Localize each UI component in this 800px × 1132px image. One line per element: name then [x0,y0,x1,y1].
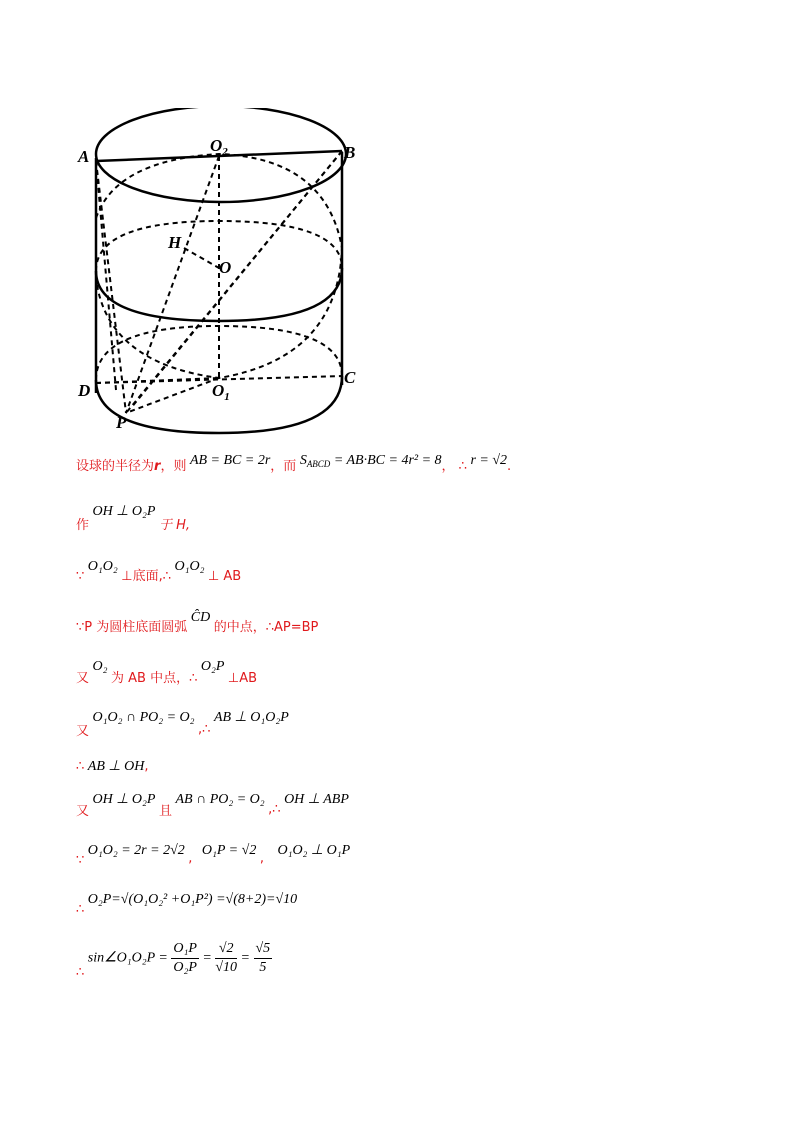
line1-and: ，而 [270,459,297,474]
solution-line-9 [76,842,800,868]
line9-text1: ∵ [76,853,85,868]
label-A: A [78,147,90,166]
line4-text1: ∵P 为圆柱底面圆弧 [76,620,188,635]
line1-therefore: ， ∴ [441,459,467,474]
solution-line-6 [76,706,800,739]
line1-prefix: 设球的半径为 [76,459,155,474]
line-B-D [131,151,342,408]
line8-expr2: AB ∩ PO₂ = O₂ [175,792,265,807]
line8-expr1: OH ⊥ O₂P [92,792,156,807]
solution-line-11: ∴ sin∠O₁O₂P = $\frac{\text{O₁P}}{\text{O₂P}}$ = $\frac{√2}{√10}$ = $\frac{√5}{5}$ [76,941,271,980]
solution-line-8 [76,788,800,819]
line1-end: . [507,459,512,474]
label-O1: $O_1$ [212,381,230,403]
line-H-O [184,248,219,268]
cylinder-sphere-figure [76,108,376,438]
line3-expr2: O₁O₂ [174,559,205,574]
fraction-1: $\frac{\text{O₁P}}{\text{O₂P}}$ [173,941,197,975]
line7-text1: ∴ [76,759,85,774]
line6-text2: ,∴ [198,722,211,737]
solution-line-10 [76,892,800,917]
line11-text1: ∴ [76,964,85,980]
line4-text2: 的中点，∴AP=BP [213,620,319,635]
line8-text3: ,∴ [268,802,281,817]
line1-then: ，则 [160,459,187,474]
line-O2-P [126,156,219,413]
label-O2: $O_2$ [210,136,228,158]
line1-eq2: $S_{ABCD} = AB\cdot BC = 4r^2 = 8$ [299,453,442,469]
line3-text1: ⊥底面,∴ [121,569,171,584]
line6-expr2: AB ⊥ O₁O₂P [213,710,289,725]
fraction-3: $\frac{√5}{5}$ [255,941,271,975]
line9-sep2: , [259,851,264,866]
line8-text1: 又 [76,804,90,819]
line7-text2: , [144,759,149,774]
line3-expr1: O₁O₂ [87,559,118,574]
line1-r: r [154,459,161,474]
label-B: B [344,143,356,162]
line2-prefix: 作 [76,518,90,533]
line9-expr3: O₁O₂ ⊥ O₁P [277,843,351,858]
solution-line-7 [76,758,800,775]
line-A-C [96,161,116,390]
line10-expr: O₂P=√(O₁O₂² +O₁P²) =√(8+2)=√10 [87,892,298,907]
fraction-2: $\frac{√2}{√10}$ [215,941,238,975]
line3-text2: ⊥ AB [207,569,242,584]
line3-because: ∵ [76,569,85,584]
label-D: D [78,381,91,400]
line5-expr1: O₂ [92,659,108,674]
line4-arc: ĈD [190,610,211,625]
line5-expr2: O₂P [200,659,225,674]
line6-expr1: O₁O₂ ∩ PO₂ = O₂ [92,710,195,725]
line1-eq1: AB = BC = 2r [189,453,271,468]
solution-line-1 [76,455,800,475]
line1-eq3: r = √2 [470,453,508,468]
label-O: O [219,258,232,277]
line5-text3: ⊥AB [227,671,258,686]
solution-line-4 [76,606,800,635]
line8-text2: 且 [158,804,172,819]
label-H: H [168,233,182,252]
line11-lhs: sin∠O₁O₂P = [87,950,168,966]
label-P: P [116,413,127,432]
line2-suffix: 于 H, [158,518,191,533]
line7-expr: AB ⊥ OH [87,759,145,774]
bottom-ellipse-back [96,326,342,380]
line6-text1: 又 [76,724,90,739]
line2-expr: OH ⊥ O₂P [92,504,156,519]
line5-text1: 又 [76,671,90,686]
line9-expr2: O₁P = √2 [201,843,257,858]
line9-expr1: O₁O₂ = 2r = 2√2 [87,843,185,858]
line5-text2: 为 AB 中点，∴ [111,671,198,686]
line8-expr3: OH ⊥ ABP [284,792,349,807]
solution-line-3 [76,555,800,584]
line10-text1: ∴ [76,902,85,917]
solution-line-2 [76,500,800,533]
line9-sep1: , [188,851,193,866]
solution-line-5 [76,655,800,686]
label-C: C [344,368,356,387]
